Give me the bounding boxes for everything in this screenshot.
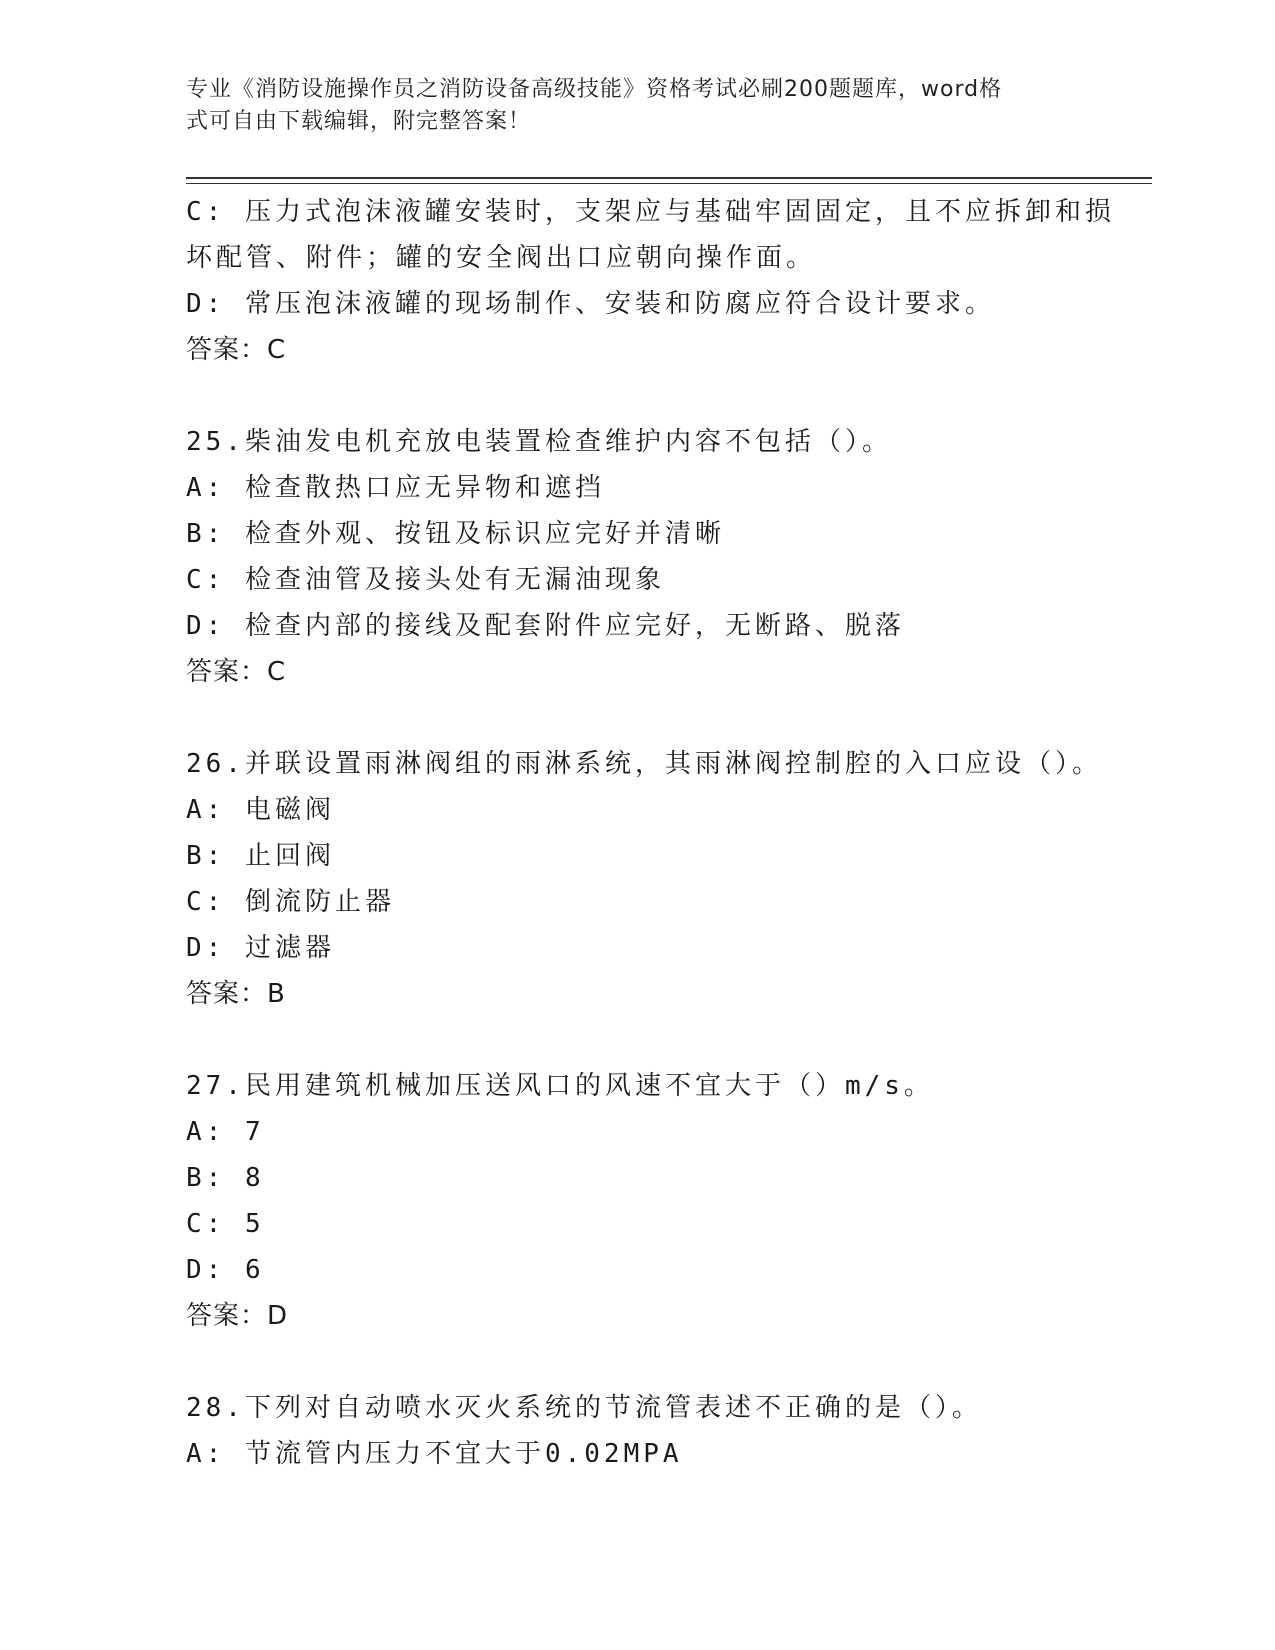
option-a: A: 7 — [186, 1117, 265, 1147]
option-d: D: 常压泡沫液罐的现场制作、安装和防腐应符合设计要求。 — [186, 289, 995, 319]
option-d: D: 6 — [186, 1255, 265, 1285]
question-28 — [186, 1385, 1086, 1477]
option-c: C: 倒流防止器 — [186, 887, 395, 917]
answer-line: 答案：B — [186, 979, 286, 1009]
option-b: B: 8 — [186, 1163, 265, 1193]
document-header — [186, 74, 1066, 138]
answer-line: 答案：D — [186, 1301, 289, 1331]
header-line-1: 专业《消防设施操作员之消防设备高级技能》资格考试必刷200题题库，word格 — [186, 77, 1003, 102]
header-divider-thick — [186, 177, 1152, 179]
option-c-line-2: 坏配管、附件；罐的安全阀出口应朝向操作面。 — [186, 243, 817, 273]
header-divider-thin — [186, 183, 1152, 184]
question-list — [186, 189, 1115, 1477]
question-27 — [186, 1063, 1086, 1339]
option-b: B: 止回阀 — [186, 841, 335, 871]
answer-line: 答案：C — [186, 335, 287, 365]
option-b: B: 检查外观、按钮及标识应完好并清晰 — [186, 519, 725, 549]
option-d: D: 过滤器 — [186, 933, 335, 963]
option-d: D: 检查内部的接线及配套附件应完好，无断路、脱落 — [186, 611, 905, 641]
spacer — [186, 1017, 1086, 1063]
option-c-line-1: C: 压力式泡沫液罐安装时，支架应与基础牢固固定，且不应拆卸和损 — [186, 197, 1115, 227]
question-stem: 27.民用建筑机械加压送风口的风速不宜大于（）m/s。 — [186, 1071, 934, 1101]
question-25 — [186, 419, 1086, 695]
answer-line: 答案：C — [186, 657, 287, 687]
question-stem: 26.并联设置雨淋阀组的雨淋系统，其雨淋阀控制腔的入口应设（）。 — [186, 749, 1102, 779]
spacer — [186, 373, 1086, 419]
question-stem: 25.柴油发电机充放电装置检查维护内容不包括（）。 — [186, 427, 892, 457]
option-c: C: 检查油管及接头处有无漏油现象 — [186, 565, 665, 595]
option-c: C: 5 — [186, 1209, 265, 1239]
option-a: A: 节流管内压力不宜大于0.02MPA — [186, 1439, 683, 1469]
question-stem: 28.下列对自动喷水灭火系统的节流管表述不正确的是（）。 — [186, 1393, 982, 1423]
question-26 — [186, 741, 1102, 1017]
option-a: A: 电磁阀 — [186, 795, 335, 825]
option-a: A: 检查散热口应无异物和遮挡 — [186, 473, 605, 503]
previous-question — [186, 189, 1115, 373]
header-line-2: 式可自由下载编辑，附完整答案！ — [186, 109, 532, 134]
spacer — [186, 695, 1086, 741]
spacer — [186, 1339, 1086, 1385]
